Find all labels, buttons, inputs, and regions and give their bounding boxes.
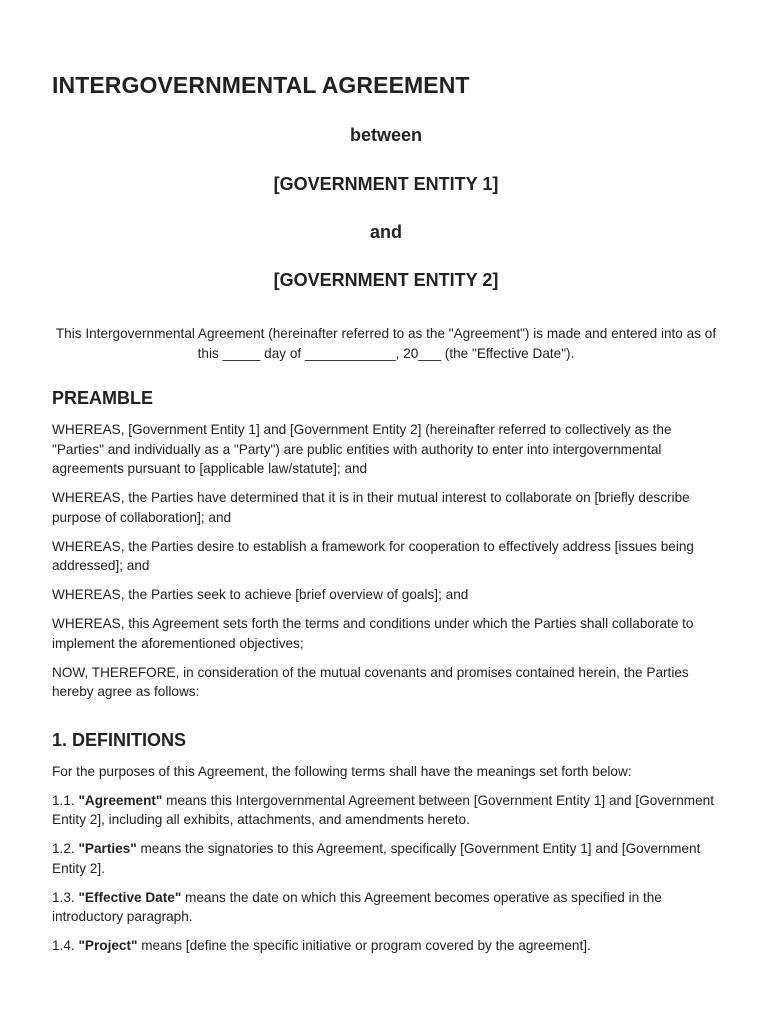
definition-number: 1.2. <box>52 841 75 856</box>
definition-item-parties <box>52 839 720 878</box>
definition-text: means [define the specific initiative or program covered by the agreement]. <box>141 938 591 953</box>
preamble-whereas-3: WHEREAS, the Parties desire to establish a framework for cooperation to effectively address [issues being addressed]; and <box>52 538 694 573</box>
entity-one-name: [GOVERNMENT ENTITY 1] <box>273 174 499 194</box>
definition-text: means this Intergovernmental Agreement between [Government Entity 1] and [Government Entity 2], including all exhibits, attachments, and amendments hereto. <box>52 792 714 827</box>
preamble-whereas-2: WHEREAS, the Parties have determined that it is in their mutual interest to collaborate on [briefly describe purpose of collaboration]; and <box>52 490 690 525</box>
definition-number: 1.1. <box>52 792 75 808</box>
definition-item-effective-date <box>52 888 720 927</box>
preamble-heading: PREAMBLE <box>52 388 154 408</box>
document-title: INTERGOVERNMENTAL AGREEMENT <box>52 72 470 98</box>
definition-term: "Agreement" <box>78 792 163 808</box>
definition-text: means the signatories to this Agreement, specifically [Government Entity 1] and [Government Entity 2]. <box>52 841 701 876</box>
definition-text: means the date on which this Agreement becomes operative as specified in the introductory paragraph. <box>52 889 662 924</box>
definition-term: "Project" <box>78 938 138 953</box>
definition-term: "Effective Date" <box>78 889 182 905</box>
definition-item-project <box>52 936 720 956</box>
preamble-now-therefore: NOW, THEREFORE, in consideration of the mutual covenants and promises contained herein, the Parties hereby agree as follows: <box>52 664 689 699</box>
definition-number: 1.4. <box>52 938 75 953</box>
definition-item-agreement <box>52 791 720 830</box>
document-page <box>52 70 720 956</box>
definition-number: 1.3. <box>52 889 75 905</box>
definition-term: "Parties" <box>78 841 137 856</box>
between-label: between <box>349 125 423 145</box>
definitions-heading: 1. DEFINITIONS <box>52 729 187 750</box>
definitions-intro: For the purposes of this Agreement, the following terms shall have the meanings set forth below: <box>52 763 632 779</box>
preamble-whereas-4: WHEREAS, the Parties seek to achieve [brief overview of goals]; and <box>52 587 469 602</box>
preamble-whereas-5: WHEREAS, this Agreement sets forth the terms and conditions under which the Parties shall collaborate to implement the aforementioned objectives; <box>52 616 694 651</box>
intro-paragraph: This Intergovernmental Agreement (hereinafter referred to as the "Agreement") is made and entered into as of this _____ day of ____________, 20___ (the "Effective Date"). <box>55 326 717 361</box>
entity-two-name: [GOVERNMENT ENTITY 2] <box>273 270 499 290</box>
preamble-whereas-1: WHEREAS, [Government Entity 1] and [Government Entity 2] (hereinafter referred to collectively as the "Parties" and individually as a "Party") are public entities with authority to enter into intergovernmental agreements pursuant to [applicable law/statute]; and <box>52 422 672 476</box>
and-label: and <box>369 222 402 242</box>
